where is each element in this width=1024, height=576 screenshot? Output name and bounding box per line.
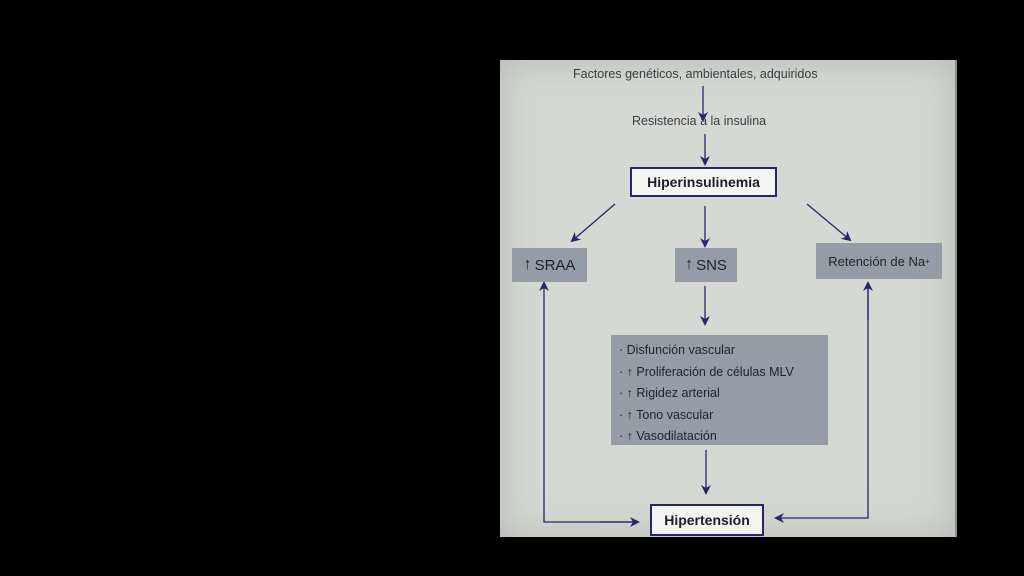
up-arrow-icon: ↑ xyxy=(626,429,633,443)
effect-item xyxy=(619,362,828,384)
arrow-hyperinsulinemia-to-sraa xyxy=(572,204,615,241)
sns-label: SNS xyxy=(696,256,727,274)
arrow-layer xyxy=(500,60,955,537)
sodium-superscript: + xyxy=(925,256,930,266)
effect-text: Tono vascular xyxy=(636,407,714,422)
effect-item xyxy=(619,383,828,405)
up-arrow-icon: ↑ xyxy=(626,364,633,379)
resistance-text: Resistencia a la insulina xyxy=(632,114,767,128)
bullet: · xyxy=(619,386,624,400)
up-arrow-icon: ↑ xyxy=(626,386,633,400)
vascular-effects-box xyxy=(611,335,828,445)
effect-item xyxy=(619,426,828,448)
hyperinsulinemia-box: Hiperinsulinemia xyxy=(630,167,777,197)
effect-text: Disfunción vascular xyxy=(626,343,736,357)
sodium-retention-box xyxy=(816,243,942,279)
hypertension-box: Hipertensión xyxy=(650,504,764,536)
sraa-label: SRAA xyxy=(534,256,576,274)
bullet: · xyxy=(619,407,624,422)
bullet: · xyxy=(619,429,624,443)
diagram-page xyxy=(500,60,957,537)
effect-text: Rigidez arterial xyxy=(636,386,720,400)
up-arrow-icon: ↑ xyxy=(523,256,532,273)
bullet: · xyxy=(619,343,624,357)
bullet: · xyxy=(619,364,624,379)
sodium-label: Retención de Na xyxy=(828,253,926,269)
effect-item xyxy=(619,405,828,427)
effect-item xyxy=(619,340,828,362)
up-arrow-icon: ↑ xyxy=(685,256,694,273)
sraa-box xyxy=(512,248,587,282)
sns-box xyxy=(675,248,737,282)
arrow-hyperinsulinemia-to-sodium xyxy=(807,204,850,240)
effect-text: Proliferación de células MLV xyxy=(636,364,794,379)
up-arrow-icon: ↑ xyxy=(626,407,633,422)
factors-text: Factores genéticos, ambientales, adquiridos xyxy=(573,67,818,81)
effect-text: Vasodilatación xyxy=(636,429,717,443)
